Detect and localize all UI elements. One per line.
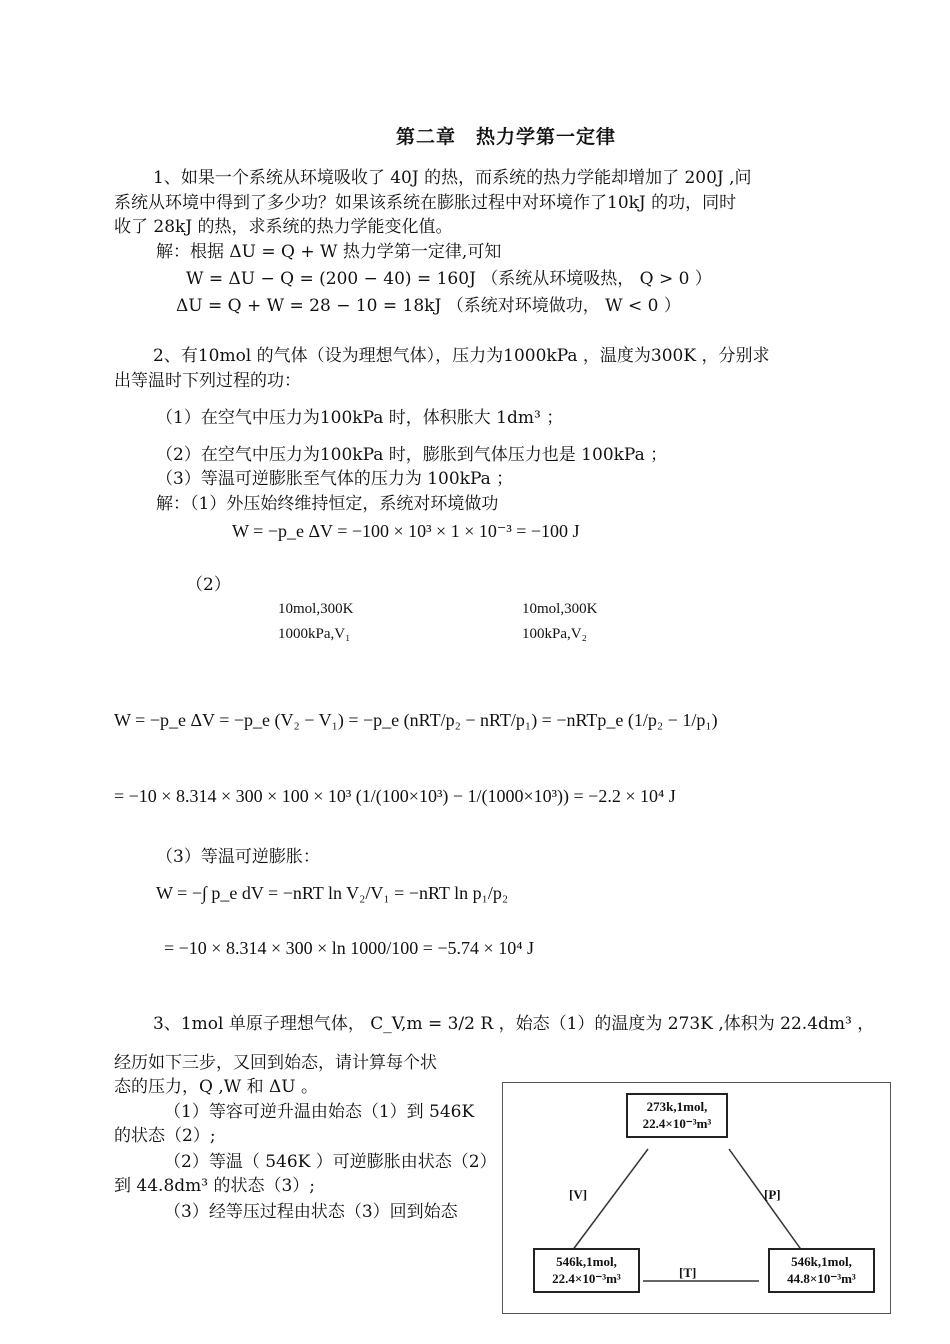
state-3-line2: 44.8×10⁻³m³ [787,1271,856,1286]
q2-state1-line1: 10mol,300K [278,601,354,617]
q3-step2b: 到 44.8dm³ 的状态（3）; [114,1176,316,1196]
page-title: 第二章 热力学第一定律 [396,126,617,148]
q2-equation-5: = −10 × 8.314 × 300 × ln 1000/100 = −5.74 × 10⁴ J [164,938,534,958]
q1-solution-line3: ΔU = Q + W = 28 − 10 = 18kJ （系统对环境做功， W < 0 ） [176,296,681,316]
q1-text-line3: 收了 28kJ 的热，求系统的热力学能变化值。 [114,217,453,237]
q2-solution-intro: 解：（1）外压始终维持恒定，系统对环境做功 [156,494,499,514]
q1-text-line1: 1、如果一个系统从环境吸收了 40J 的热，而系统的热力学能却增加了 200J ,问 [153,168,752,188]
q2-text-line1: 2、有10mol 的气体（设为理想气体），压力为1000kPa ，温度为300K ，分别求 [153,346,770,366]
q1-text-line2: 系统从环境中得到了多少功？如果该系统在膨胀过程中对环境作了10kJ 的功，同时 [114,193,737,213]
q3-step3a: （3）经等压过程由状态（3）回到始态 [164,1202,458,1222]
q2-item3: （3）等温可逆膨胀至气体的压力为 100kPa ； [156,469,514,489]
state-1-line1: 273k,1mol, [646,1099,708,1114]
q2-state2-line2: 100kPa,V₂ [522,626,587,642]
q2-equation-2: W = −p_e ΔV = −p_e (V₂ − V₁) = −p_e (nRT/p₂ − nRT/p₁) = −nRTp_e (1/p₂ − 1/p₁) [114,710,718,730]
q2-part3-label: （3）等温可逆膨胀： [156,847,320,867]
q2-equation-3: = −10 × 8.314 × 300 × 100 × 10³ (1/(100×10³) − 1/(1000×10³)) = −2.2 × 10⁴ J [114,786,676,806]
q2-state2-line1: 10mol,300K [522,601,598,617]
label-isothermal: [T] [679,1265,697,1280]
state-2-line1: 546k,1mol, [556,1254,617,1269]
q1-solution-line1: 解：根据 ΔU = Q + W 热力学第一定律,可知 [156,242,502,262]
q3-step2a: （2）等温（ 546K ）可逆膨胀由状态（2） [164,1152,497,1172]
label-isobaric: [P] [764,1187,781,1202]
state-3-box [768,1248,875,1293]
q1-solution-line2: W = ΔU − Q = (200 − 40) = 160J （系统从环境吸热， Q > 0 ） [186,269,712,289]
q3-text-line2: 经历如下三步，又回到始态，请计算每个状 [114,1053,437,1073]
q2-equation-1: W = −p_e ΔV = −100 × 10³ × 1 × 10⁻³ = −100 J [232,521,580,541]
q3-step1a: （1）等容可逆升温由始态（1）到 546K [164,1102,475,1122]
state-2-line2: 22.4×10⁻³m³ [552,1271,621,1286]
q3-text-line3: 态的压力，Q ,W 和 ΔU 。 [114,1077,319,1097]
label-isochoric: [V] [569,1187,588,1202]
q2-text-line2: 出等温时下列过程的功： [114,371,301,391]
state-3-line1: 546k,1mol, [791,1254,852,1269]
state-2-box [533,1248,640,1293]
q3-text-line1: 3、1mol 单原子理想气体， C_V,m = 3/2 R ，始态（1）的温度为 273K ,体积为 22.4dm³ ， [153,1014,875,1034]
q2-equation-4: W = −∫ p_e dV = −nRT ln V₂/V₁ = −nRT ln p₁/p₂ [156,883,509,903]
q2-item1: （1）在空气中压力为100kPa 时，体积胀大 1dm³ ； [156,408,564,428]
q3-step1b: 的状态（2）; [114,1126,216,1146]
q2-state1-line2: 1000kPa,V₁ [278,626,351,642]
q2-item2: （2）在空气中压力为100kPa 时，膨胀到气体压力也是 100kPa ； [156,445,668,465]
cycle-diagram [502,1082,891,1314]
state-1-box [626,1093,728,1138]
q2-part2-label: （2） [186,575,231,595]
state-1-line2: 22.4×10⁻³m³ [642,1116,712,1131]
